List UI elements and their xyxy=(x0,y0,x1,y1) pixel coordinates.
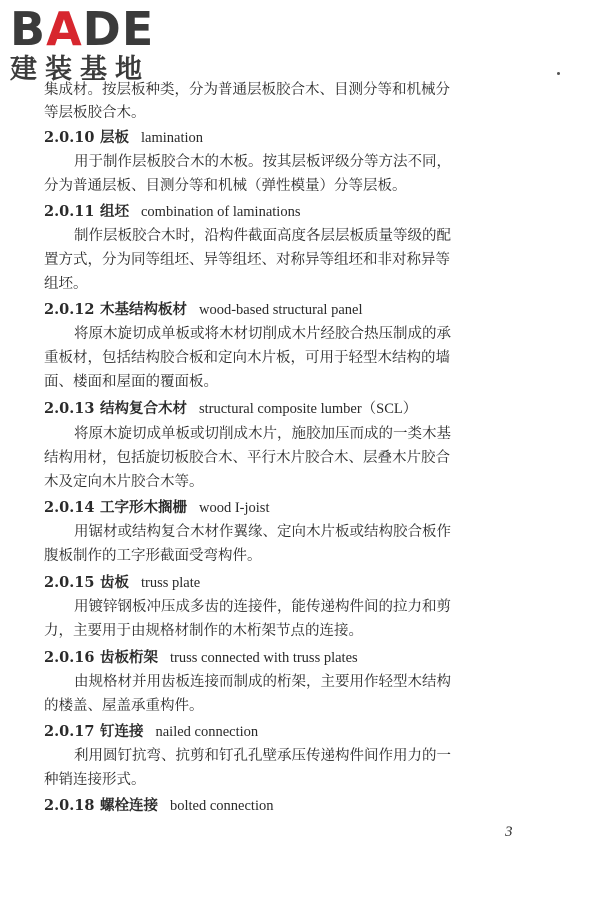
term-number: 2.0.11 xyxy=(44,203,95,220)
definition-line: 用锯材或结构复合木材作翼缘、定向木片板或结构胶合板作 xyxy=(74,524,451,540)
definition-line: 用于制作层板胶合木的木板。按其层板评级分等方法不同， xyxy=(74,154,451,170)
term-chinese: 螺栓连接 xyxy=(100,797,158,814)
term-number: 2.0.16 xyxy=(44,649,95,666)
term-english: nailed connection xyxy=(155,724,259,740)
term-english: truss plate xyxy=(141,575,201,591)
term-chinese: 组坯 xyxy=(100,203,129,220)
definition-line: 重板材，包括结构胶合板和定向木片板，可用于轻型木结构的墙 xyxy=(44,350,450,366)
term-heading xyxy=(44,399,417,419)
term-chinese: 钉连接 xyxy=(100,723,144,740)
definition-line: 用镀锌钢板冲压成多齿的连接件，能传递构件间的拉力和剪 xyxy=(74,599,451,615)
page-number: 3 xyxy=(505,824,513,840)
definition-line: 将原木旋切成单板或将木材切削成木片经胶合热压制成的承 xyxy=(74,326,451,342)
term-number: 2.0.17 xyxy=(44,723,95,740)
term-chinese: 层板 xyxy=(100,129,129,146)
term-chinese: 齿板桁架 xyxy=(100,649,158,666)
definition-line: 力，主要用于由规格材制作的木桁架节点的连接。 xyxy=(44,623,363,639)
definition-line: 木及定向木片胶合木等。 xyxy=(44,474,204,490)
term-number: 2.0.14 xyxy=(44,499,95,516)
definition-line: 置方式，分为同等组坯、异等组坯、对称异等组坯和非对称异等 xyxy=(44,252,450,268)
term-number: 2.0.12 xyxy=(44,301,95,318)
term-english: wood I-joist xyxy=(199,500,270,516)
term-heading xyxy=(44,202,300,222)
definition-line: 分为普通层板、目测分等和机械（弹性模量）分等层板。 xyxy=(44,178,407,194)
term-heading xyxy=(44,128,203,148)
intro-line-1: 集成材。按层板种类，分为普通层板胶合木、目测分等和机械分 xyxy=(44,82,450,98)
term-chinese: 木基结构板材 xyxy=(100,301,187,318)
definition-line: 制作层板胶合木时，沿构件截面高度各层层板质量等级的配 xyxy=(74,228,451,244)
logo-subtitle: 建装基地 xyxy=(10,54,150,85)
term-heading xyxy=(44,300,362,320)
definition-line: 将原木旋切成单板或切削成木片，施胶加压而成的一类木基 xyxy=(74,426,451,442)
definition-line: 的楼盖、屋盖承重构件。 xyxy=(44,698,204,714)
term-english: wood-based structural panel xyxy=(199,302,363,318)
term-english: structural composite lumber（SCL） xyxy=(199,401,418,417)
term-english: lamination xyxy=(141,130,204,146)
term-heading xyxy=(44,648,358,668)
definition-line: 组坯。 xyxy=(44,276,88,292)
definition-line: 利用圆钉抗弯、抗剪和钉孔孔壁承压传递构件间作用力的一 xyxy=(74,748,451,764)
definition-line: 面、楼面和屋面的覆面板。 xyxy=(44,374,218,390)
term-number: 2.0.10 xyxy=(44,129,95,146)
term-english: bolted connection xyxy=(170,798,274,814)
definition-line: 腹板制作的工字形截面受弯构件。 xyxy=(44,548,262,564)
term-heading xyxy=(44,722,258,742)
definition-line: 种销连接形式。 xyxy=(44,772,146,788)
term-number: 2.0.15 xyxy=(44,574,95,591)
logo-wordmark: BADE xyxy=(10,2,155,56)
term-chinese: 齿板 xyxy=(100,574,129,591)
definition-line: 结构用材，包括旋切板胶合木、平行木片胶合木、层叠木片胶合 xyxy=(44,450,450,466)
term-chinese: 结构复合木材 xyxy=(100,400,187,417)
term-english: combination of laminations xyxy=(141,204,301,220)
term-english: truss connected with truss plates xyxy=(170,650,358,666)
term-number: 2.0.18 xyxy=(44,797,95,814)
term-heading xyxy=(44,573,200,593)
term-heading xyxy=(44,796,273,816)
term-heading xyxy=(44,498,269,518)
scan-speck xyxy=(557,72,560,75)
term-number: 2.0.13 xyxy=(44,400,95,417)
term-chinese: 工字形木搁栅 xyxy=(100,499,187,516)
definition-line: 由规格材并用齿板连接而制成的桁架，主要用作轻型木结构 xyxy=(74,674,451,690)
intro-line-2: 等层板胶合木。 xyxy=(44,105,146,121)
